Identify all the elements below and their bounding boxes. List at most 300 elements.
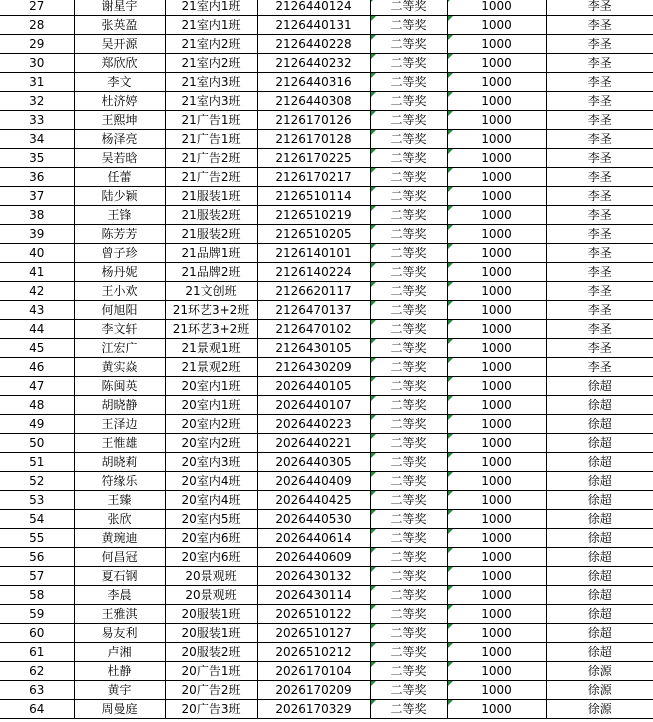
row-number-cell[interactable]: 32 — [0, 92, 74, 111]
student-id-cell[interactable]: 2026510212 — [257, 643, 370, 662]
class-cell[interactable]: 20广告1班 — [165, 662, 257, 681]
name-cell[interactable]: 李文 — [74, 73, 165, 92]
name-cell[interactable]: 李文轩 — [74, 320, 165, 339]
teacher-cell[interactable]: 李圣 — [546, 206, 653, 225]
class-cell[interactable]: 20室内3班 — [165, 453, 257, 472]
amount-cell[interactable]: 1000 — [447, 434, 546, 453]
award-cell[interactable]: 二等奖 — [370, 586, 447, 605]
amount-cell[interactable]: 1000 — [447, 320, 546, 339]
table-row — [0, 130, 653, 149]
table-row — [0, 301, 653, 320]
student-id-cell[interactable]: 2026510127 — [257, 624, 370, 643]
amount-cell[interactable]: 1000 — [447, 643, 546, 662]
name-cell[interactable]: 陈芳芳 — [74, 225, 165, 244]
teacher-cell[interactable]: 徐超 — [546, 472, 653, 491]
teacher-cell[interactable]: 徐超 — [546, 434, 653, 453]
amount-cell[interactable]: 1000 — [447, 415, 546, 434]
table-row — [0, 662, 653, 681]
table-row — [0, 510, 653, 529]
table-row — [0, 491, 653, 510]
amount-cell[interactable]: 1000 — [447, 396, 546, 415]
name-cell[interactable]: 卢湘 — [74, 643, 165, 662]
row-number-cell[interactable]: 53 — [0, 491, 74, 510]
name-cell[interactable]: 吴若晗 — [74, 149, 165, 168]
row-number-cell[interactable]: 44 — [0, 320, 74, 339]
student-id-cell[interactable]: 2026510122 — [257, 605, 370, 624]
row-number-cell[interactable]: 41 — [0, 263, 74, 282]
table-row — [0, 92, 653, 111]
name-cell[interactable]: 王雅淇 — [74, 605, 165, 624]
class-cell[interactable]: 21服装2班 — [165, 206, 257, 225]
award-cell[interactable]: 二等奖 — [370, 548, 447, 567]
name-cell[interactable]: 王熙坤 — [74, 111, 165, 130]
student-id-cell[interactable]: 2126170128 — [257, 130, 370, 149]
class-cell[interactable]: 20室内4班 — [165, 491, 257, 510]
class-cell[interactable]: 21室内2班 — [165, 35, 257, 54]
name-cell[interactable]: 胡晓莉 — [74, 453, 165, 472]
student-id-cell[interactable]: 2026440530 — [257, 510, 370, 529]
student-id-cell[interactable]: 2126440232 — [257, 54, 370, 73]
row-number-cell[interactable]: 43 — [0, 301, 74, 320]
student-id-cell[interactable]: 2026440221 — [257, 434, 370, 453]
award-cell[interactable]: 二等奖 — [370, 624, 447, 643]
row-number-cell[interactable]: 56 — [0, 548, 74, 567]
award-cell[interactable]: 二等奖 — [370, 700, 447, 719]
teacher-cell[interactable]: 李圣 — [546, 149, 653, 168]
name-cell[interactable]: 夏石钢 — [74, 567, 165, 586]
award-cell[interactable]: 二等奖 — [370, 396, 447, 415]
student-id-cell[interactable]: 2026440409 — [257, 472, 370, 491]
student-id-cell[interactable]: 2126140101 — [257, 244, 370, 263]
row-number-cell[interactable]: 29 — [0, 35, 74, 54]
class-cell[interactable]: 20室内1班 — [165, 396, 257, 415]
class-cell[interactable]: 20室内6班 — [165, 529, 257, 548]
name-cell[interactable]: 吴开源 — [74, 35, 165, 54]
class-cell[interactable]: 20室内5班 — [165, 510, 257, 529]
class-cell[interactable]: 21室内1班 — [165, 16, 257, 35]
teacher-cell[interactable]: 李圣 — [546, 73, 653, 92]
student-id-cell[interactable]: 2026440614 — [257, 529, 370, 548]
name-cell[interactable]: 王臻 — [74, 491, 165, 510]
amount-cell[interactable]: 1000 — [447, 624, 546, 643]
award-cell[interactable]: 二等奖 — [370, 35, 447, 54]
table-row — [0, 282, 653, 301]
award-cell[interactable]: 二等奖 — [370, 168, 447, 187]
table-row — [0, 111, 653, 130]
table-row — [0, 415, 653, 434]
amount-cell[interactable]: 1000 — [447, 510, 546, 529]
class-cell[interactable]: 21环艺3+2班 — [165, 320, 257, 339]
amount-cell[interactable]: 1000 — [447, 472, 546, 491]
row-number-cell[interactable]: 51 — [0, 453, 74, 472]
student-id-cell[interactable]: 2026440305 — [257, 453, 370, 472]
student-id-cell[interactable]: 2026440223 — [257, 415, 370, 434]
award-cell[interactable]: 二等奖 — [370, 225, 447, 244]
class-cell[interactable]: 21室内1班 — [165, 0, 257, 16]
class-cell[interactable]: 21景观2班 — [165, 358, 257, 377]
student-id-cell[interactable]: 2126510219 — [257, 206, 370, 225]
class-cell[interactable]: 21服装2班 — [165, 225, 257, 244]
name-cell[interactable]: 王惟雄 — [74, 434, 165, 453]
name-cell[interactable]: 何旭阳 — [74, 301, 165, 320]
amount-cell[interactable]: 1000 — [447, 263, 546, 282]
name-cell[interactable]: 陈闽英 — [74, 377, 165, 396]
amount-cell[interactable]: 1000 — [447, 377, 546, 396]
award-cell[interactable]: 二等奖 — [370, 434, 447, 453]
name-cell[interactable]: 任蕾 — [74, 168, 165, 187]
amount-cell[interactable]: 1000 — [447, 529, 546, 548]
student-id-cell[interactable]: 2026440609 — [257, 548, 370, 567]
table-row — [0, 529, 653, 548]
table-row — [0, 434, 653, 453]
row-number-cell[interactable]: 45 — [0, 339, 74, 358]
teacher-cell[interactable]: 李圣 — [546, 358, 653, 377]
award-cell[interactable]: 二等奖 — [370, 472, 447, 491]
table-row — [0, 16, 653, 35]
award-cell[interactable]: 二等奖 — [370, 16, 447, 35]
class-cell[interactable]: 20服装1班 — [165, 605, 257, 624]
award-cell[interactable]: 二等奖 — [370, 339, 447, 358]
class-cell[interactable]: 21广告2班 — [165, 168, 257, 187]
name-cell[interactable]: 曾子珍 — [74, 244, 165, 263]
amount-cell[interactable]: 1000 — [447, 301, 546, 320]
name-cell[interactable]: 王小欢 — [74, 282, 165, 301]
student-id-cell[interactable]: 2126510205 — [257, 225, 370, 244]
amount-cell[interactable]: 1000 — [447, 605, 546, 624]
name-cell[interactable]: 张欣 — [74, 510, 165, 529]
class-cell[interactable]: 21室内3班 — [165, 73, 257, 92]
row-number-cell[interactable]: 37 — [0, 187, 74, 206]
teacher-cell[interactable]: 李圣 — [546, 282, 653, 301]
student-id-cell[interactable]: 2126430209 — [257, 358, 370, 377]
name-cell[interactable]: 张英盈 — [74, 16, 165, 35]
class-cell[interactable]: 20广告3班 — [165, 700, 257, 719]
student-id-cell[interactable]: 2126440308 — [257, 92, 370, 111]
table-row — [0, 624, 653, 643]
name-cell[interactable]: 符缘乐 — [74, 472, 165, 491]
row-number-cell[interactable]: 57 — [0, 567, 74, 586]
award-cell[interactable]: 二等奖 — [370, 320, 447, 339]
name-cell[interactable]: 周曼庭 — [74, 700, 165, 719]
teacher-cell[interactable]: 徐源 — [546, 700, 653, 719]
teacher-cell[interactable]: 李圣 — [546, 301, 653, 320]
teacher-cell[interactable]: 李圣 — [546, 320, 653, 339]
teacher-cell[interactable]: 李圣 — [546, 263, 653, 282]
row-number-cell[interactable]: 40 — [0, 244, 74, 263]
award-cell[interactable]: 二等奖 — [370, 282, 447, 301]
row-number-cell[interactable]: 50 — [0, 434, 74, 453]
teacher-cell[interactable]: 李圣 — [546, 54, 653, 73]
name-cell[interactable]: 黄琬迪 — [74, 529, 165, 548]
teacher-cell[interactable]: 李圣 — [546, 339, 653, 358]
teacher-cell[interactable]: 徐超 — [546, 377, 653, 396]
amount-cell[interactable]: 1000 — [447, 130, 546, 149]
teacher-cell[interactable]: 徐源 — [546, 681, 653, 700]
amount-cell[interactable]: 1000 — [447, 16, 546, 35]
amount-cell[interactable]: 1000 — [447, 111, 546, 130]
student-id-cell[interactable]: 2026170329 — [257, 700, 370, 719]
award-cell[interactable]: 二等奖 — [370, 681, 447, 700]
student-id-cell[interactable]: 2126170225 — [257, 149, 370, 168]
row-number-cell[interactable]: 61 — [0, 643, 74, 662]
amount-cell[interactable]: 1000 — [447, 282, 546, 301]
class-cell[interactable]: 20景观班 — [165, 567, 257, 586]
student-id-cell[interactable]: 2126170217 — [257, 168, 370, 187]
student-id-cell[interactable]: 2026440425 — [257, 491, 370, 510]
student-id-cell[interactable]: 2026430132 — [257, 567, 370, 586]
amount-cell[interactable]: 1000 — [447, 548, 546, 567]
class-cell[interactable]: 21室内3班 — [165, 92, 257, 111]
class-cell[interactable]: 21品牌1班 — [165, 244, 257, 263]
teacher-cell[interactable]: 徐超 — [546, 415, 653, 434]
amount-cell[interactable]: 1000 — [447, 54, 546, 73]
class-cell[interactable]: 21环艺3+2班 — [165, 301, 257, 320]
amount-cell[interactable]: 1000 — [447, 35, 546, 54]
table-row — [0, 339, 653, 358]
teacher-cell[interactable]: 徐超 — [546, 624, 653, 643]
table-row — [0, 377, 653, 396]
student-id-cell[interactable]: 2126620117 — [257, 282, 370, 301]
name-cell[interactable]: 何昌冠 — [74, 548, 165, 567]
row-number-cell[interactable]: 55 — [0, 529, 74, 548]
name-cell[interactable]: 杨泽亮 — [74, 130, 165, 149]
row-number-cell[interactable]: 42 — [0, 282, 74, 301]
award-cell[interactable]: 二等奖 — [370, 377, 447, 396]
name-cell[interactable]: 陆少颖 — [74, 187, 165, 206]
award-cell[interactable]: 二等奖 — [370, 491, 447, 510]
amount-cell[interactable]: 1000 — [447, 187, 546, 206]
teacher-cell[interactable]: 李圣 — [546, 225, 653, 244]
name-cell[interactable]: 黄实焱 — [74, 358, 165, 377]
row-number-cell[interactable]: 31 — [0, 73, 74, 92]
student-id-cell[interactable]: 2026170104 — [257, 662, 370, 681]
row-number-cell[interactable]: 30 — [0, 54, 74, 73]
row-number-cell[interactable]: 33 — [0, 111, 74, 130]
amount-cell[interactable]: 1000 — [447, 168, 546, 187]
row-number-cell[interactable]: 36 — [0, 168, 74, 187]
table-row — [0, 396, 653, 415]
name-cell[interactable]: 杜济婷 — [74, 92, 165, 111]
table-row — [0, 358, 653, 377]
award-cell[interactable]: 二等奖 — [370, 92, 447, 111]
teacher-cell[interactable]: 李圣 — [546, 35, 653, 54]
teacher-cell[interactable]: 李圣 — [546, 130, 653, 149]
award-cell[interactable]: 二等奖 — [370, 529, 447, 548]
table-row — [0, 472, 653, 491]
name-cell[interactable]: 郑欣欣 — [74, 54, 165, 73]
teacher-cell[interactable]: 李圣 — [546, 111, 653, 130]
row-number-cell[interactable]: 48 — [0, 396, 74, 415]
award-cell[interactable]: 二等奖 — [370, 643, 447, 662]
award-cell[interactable]: 二等奖 — [370, 206, 447, 225]
name-cell[interactable]: 胡晓静 — [74, 396, 165, 415]
amount-cell[interactable]: 1000 — [447, 225, 546, 244]
row-number-cell[interactable]: 35 — [0, 149, 74, 168]
row-number-cell[interactable]: 27 — [0, 0, 74, 16]
award-cell[interactable]: 二等奖 — [370, 244, 447, 263]
student-id-cell[interactable]: 2126440131 — [257, 16, 370, 35]
amount-cell[interactable]: 1000 — [447, 244, 546, 263]
amount-cell[interactable]: 1000 — [447, 92, 546, 111]
award-cell[interactable]: 二等奖 — [370, 605, 447, 624]
name-cell[interactable]: 杜静 — [74, 662, 165, 681]
award-cell[interactable]: 二等奖 — [370, 130, 447, 149]
teacher-cell[interactable]: 李圣 — [546, 244, 653, 263]
table-row — [0, 244, 653, 263]
row-number-cell[interactable]: 49 — [0, 415, 74, 434]
row-number-cell[interactable]: 46 — [0, 358, 74, 377]
class-cell[interactable]: 21室内2班 — [165, 54, 257, 73]
table-row — [0, 168, 653, 187]
table-row — [0, 35, 653, 54]
teacher-cell[interactable]: 李圣 — [546, 168, 653, 187]
student-id-cell[interactable]: 2126440124 — [257, 0, 370, 16]
class-cell[interactable]: 21广告1班 — [165, 130, 257, 149]
award-cell[interactable]: 二等奖 — [370, 301, 447, 320]
teacher-cell[interactable]: 李圣 — [546, 16, 653, 35]
name-cell[interactable]: 谢星宇 — [74, 0, 165, 16]
class-cell[interactable]: 20室内6班 — [165, 548, 257, 567]
table-row — [0, 54, 653, 73]
name-cell[interactable]: 李晨 — [74, 586, 165, 605]
amount-cell[interactable]: 1000 — [447, 491, 546, 510]
class-cell[interactable]: 20室内4班 — [165, 472, 257, 491]
row-number-cell[interactable]: 34 — [0, 130, 74, 149]
class-cell[interactable]: 21服装1班 — [165, 187, 257, 206]
amount-cell[interactable]: 1000 — [447, 662, 546, 681]
student-id-cell[interactable]: 2126440316 — [257, 73, 370, 92]
award-cell[interactable]: 二等奖 — [370, 567, 447, 586]
name-cell[interactable]: 杨丹妮 — [74, 263, 165, 282]
amount-cell[interactable]: 1000 — [447, 206, 546, 225]
student-id-cell[interactable]: 2126170126 — [257, 111, 370, 130]
amount-cell[interactable]: 1000 — [447, 453, 546, 472]
teacher-cell[interactable]: 徐超 — [546, 567, 653, 586]
class-cell[interactable]: 20室内2班 — [165, 434, 257, 453]
class-cell[interactable]: 20景观班 — [165, 586, 257, 605]
teacher-cell[interactable]: 徐超 — [546, 643, 653, 662]
award-cell[interactable]: 二等奖 — [370, 0, 447, 16]
table-row — [0, 548, 653, 567]
table-row — [0, 643, 653, 662]
row-number-cell[interactable]: 54 — [0, 510, 74, 529]
teacher-cell[interactable]: 徐超 — [546, 396, 653, 415]
award-cell[interactable]: 二等奖 — [370, 187, 447, 206]
award-cell[interactable]: 二等奖 — [370, 73, 447, 92]
row-number-cell[interactable]: 38 — [0, 206, 74, 225]
row-number-cell[interactable]: 39 — [0, 225, 74, 244]
row-number-cell[interactable]: 52 — [0, 472, 74, 491]
row-number-cell[interactable]: 28 — [0, 16, 74, 35]
amount-cell[interactable]: 1000 — [447, 586, 546, 605]
teacher-cell[interactable]: 李圣 — [546, 0, 653, 16]
class-cell[interactable]: 20室内1班 — [165, 377, 257, 396]
table-row — [0, 187, 653, 206]
table-row — [0, 206, 653, 225]
teacher-cell[interactable]: 李圣 — [546, 187, 653, 206]
award-cell[interactable]: 二等奖 — [370, 510, 447, 529]
table-row — [0, 567, 653, 586]
row-number-cell[interactable]: 63 — [0, 681, 74, 700]
name-cell[interactable]: 易友利 — [74, 624, 165, 643]
class-cell[interactable]: 21文创班 — [165, 282, 257, 301]
award-cell[interactable]: 二等奖 — [370, 111, 447, 130]
table-row — [0, 700, 653, 719]
class-cell[interactable]: 21景观1班 — [165, 339, 257, 358]
row-number-cell[interactable]: 59 — [0, 605, 74, 624]
row-number-cell[interactable]: 60 — [0, 624, 74, 643]
award-cell[interactable]: 二等奖 — [370, 149, 447, 168]
amount-cell[interactable]: 1000 — [447, 681, 546, 700]
award-cell[interactable]: 二等奖 — [370, 263, 447, 282]
award-cell[interactable]: 二等奖 — [370, 453, 447, 472]
student-id-cell[interactable]: 2126470102 — [257, 320, 370, 339]
award-cell[interactable]: 二等奖 — [370, 54, 447, 73]
award-cell[interactable]: 二等奖 — [370, 662, 447, 681]
amount-cell[interactable]: 1000 — [447, 358, 546, 377]
class-cell[interactable]: 21广告1班 — [165, 111, 257, 130]
table-row — [0, 453, 653, 472]
student-id-cell[interactable]: 2126430105 — [257, 339, 370, 358]
amount-cell[interactable]: 1000 — [447, 339, 546, 358]
teacher-cell[interactable]: 徐超 — [546, 548, 653, 567]
student-id-cell[interactable]: 2126470137 — [257, 301, 370, 320]
student-id-cell[interactable]: 2026430114 — [257, 586, 370, 605]
student-id-cell[interactable]: 2026440105 — [257, 377, 370, 396]
teacher-cell[interactable]: 徐超 — [546, 510, 653, 529]
table-row — [0, 320, 653, 339]
amount-cell[interactable]: 1000 — [447, 700, 546, 719]
student-id-cell[interactable]: 2026170209 — [257, 681, 370, 700]
teacher-cell[interactable]: 徐源 — [546, 662, 653, 681]
teacher-cell[interactable]: 徐超 — [546, 491, 653, 510]
class-cell[interactable]: 20室内2班 — [165, 415, 257, 434]
award-cell[interactable]: 二等奖 — [370, 415, 447, 434]
row-number-cell[interactable]: 64 — [0, 700, 74, 719]
teacher-cell[interactable]: 徐超 — [546, 453, 653, 472]
class-cell[interactable]: 20服装2班 — [165, 643, 257, 662]
amount-cell[interactable]: 1000 — [447, 73, 546, 92]
teacher-cell[interactable]: 徐超 — [546, 605, 653, 624]
award-cell[interactable]: 二等奖 — [370, 358, 447, 377]
amount-cell[interactable]: 1000 — [447, 0, 546, 16]
amount-cell[interactable]: 1000 — [447, 567, 546, 586]
student-id-cell[interactable]: 2126140224 — [257, 263, 370, 282]
teacher-cell[interactable]: 徐超 — [546, 586, 653, 605]
row-number-cell[interactable]: 62 — [0, 662, 74, 681]
class-cell[interactable]: 21品牌2班 — [165, 263, 257, 282]
table-row — [0, 263, 653, 282]
class-cell[interactable]: 21广告2班 — [165, 149, 257, 168]
class-cell[interactable]: 20服装1班 — [165, 624, 257, 643]
teacher-cell[interactable]: 徐超 — [546, 529, 653, 548]
student-id-cell[interactable]: 2026440107 — [257, 396, 370, 415]
table-row — [0, 225, 653, 244]
table-row — [0, 0, 653, 16]
name-cell[interactable]: 王泽边 — [74, 415, 165, 434]
teacher-cell[interactable]: 李圣 — [546, 92, 653, 111]
student-id-cell[interactable]: 2126510114 — [257, 187, 370, 206]
row-number-cell[interactable]: 58 — [0, 586, 74, 605]
student-id-cell[interactable]: 2126440228 — [257, 35, 370, 54]
class-cell[interactable]: 20广告2班 — [165, 681, 257, 700]
name-cell[interactable]: 江宏广 — [74, 339, 165, 358]
row-number-cell[interactable]: 47 — [0, 377, 74, 396]
name-cell[interactable]: 王锋 — [74, 206, 165, 225]
amount-cell[interactable]: 1000 — [447, 149, 546, 168]
table-row — [0, 73, 653, 92]
name-cell[interactable]: 黄宇 — [74, 681, 165, 700]
